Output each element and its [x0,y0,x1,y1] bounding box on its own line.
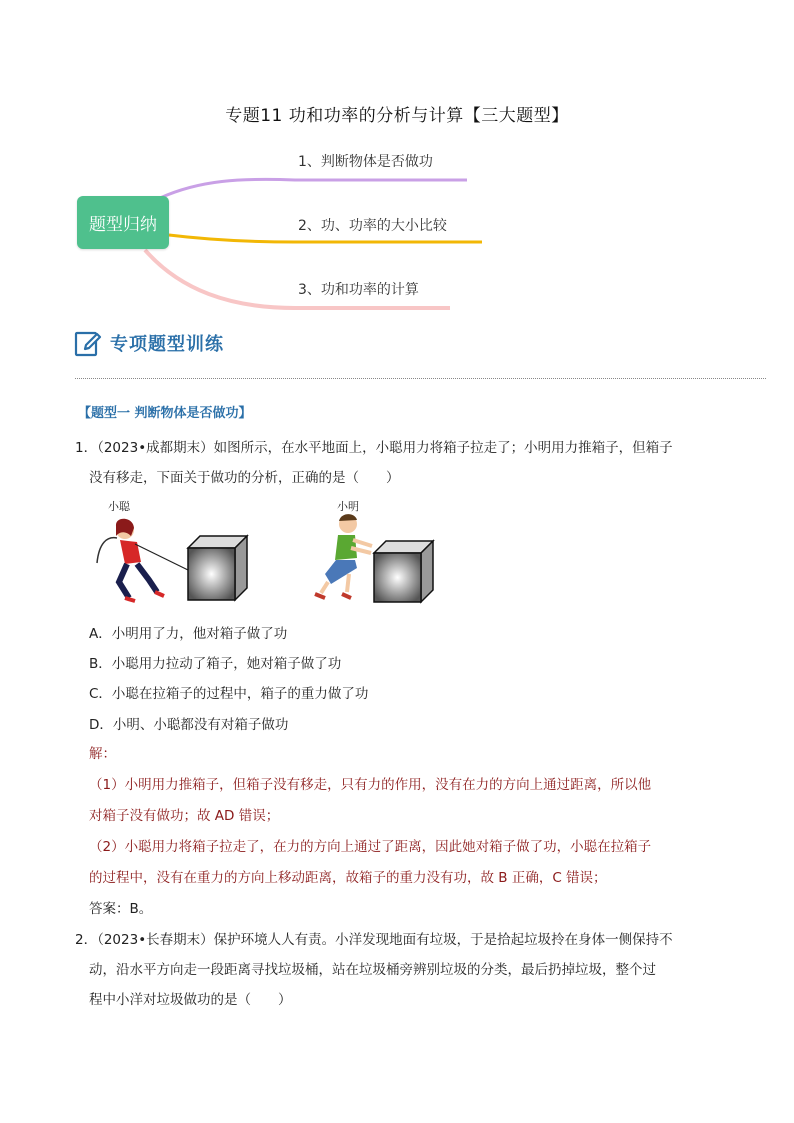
mindmap-branch-1: 1、判断物体是否做功 [298,154,433,170]
figure-label-right: 小明 [337,500,359,513]
girl-pulling-figure [97,519,188,601]
mindmap-root: 题型归纳 [77,196,169,249]
question-1-line-1: 1．（2023•成都期末）如图所示，在水平地面上，小聪用力将箱子拉走了；小明用力推箱子，但箱子 [75,440,673,456]
page-title: 专题11 功和功率的分析与计算【三大题型】 [225,106,569,126]
section-divider [75,378,766,379]
question-2-stem [75,925,695,1015]
solution-block [89,739,699,925]
question-1-line-2: 没有移走，下面关于做功的分析，正确的是（ ） [89,470,400,486]
solution-line-3: （2）小聪用力将箱子拉走了，在力的方向上通过了距离，因此她对箱子做了功，小聪在拉箱子 [89,839,652,855]
question-type-heading: 【题型一 判断物体是否做功】 [78,406,252,421]
solution-line-2: 对箱子没有做功；故 AD 错误； [89,808,280,824]
mindmap-branch-3: 3、功和功率的计算 [298,282,419,298]
box-right [374,541,433,602]
edit-note-icon [74,329,102,357]
section-heading [74,328,224,358]
option-d: D．小明、小聪都没有对箱子做功 [89,717,289,733]
option-a: A．小明用了力，他对箱子做了功 [89,626,288,642]
solution-line-4: 的过程中，没有在重力的方向上移动距离，故箱子的重力没有功，故 B 正确，C 错误； [89,870,607,886]
mindmap-branch-2: 2、功、功率的大小比较 [298,218,447,234]
option-c: C．小聪在拉箱子的过程中，箱子的重力做了功 [89,686,369,702]
question-2-line-1: 2．（2023•长春期末）保护环境人人有责。小洋发现地面有垃圾，于是拾起垃圾拎在身体一侧保持不 [75,932,673,948]
option-b: B．小聪用力拉动了箱子，她对箱子做了功 [89,656,342,672]
figure-label-left: 小聪 [108,500,130,513]
question-1-stem [75,433,695,493]
boy-pushing-figure [315,514,372,598]
branch-connector-1 [160,179,467,198]
box-left [188,536,247,600]
answer: 答案：B。 [89,901,153,917]
question-2-line-2: 动，沿水平方向走一段距离寻找垃圾桶，站在垃圾桶旁辨别垃圾的分类，最后扔掉垃圾，整个过 [89,962,656,978]
figure-illustration [85,508,445,608]
section-title: 专项题型训练 [110,334,224,355]
question-2-line-3: 程中小洋对垃圾做功的是（ ） [89,992,292,1008]
branch-connector-2 [169,235,482,242]
solution-label: 解： [89,746,116,762]
solution-line-1: （1）小明用力推箱子，但箱子没有移走，只有力的作用，没有在力的方向上通过距离，所以他 [89,777,652,793]
